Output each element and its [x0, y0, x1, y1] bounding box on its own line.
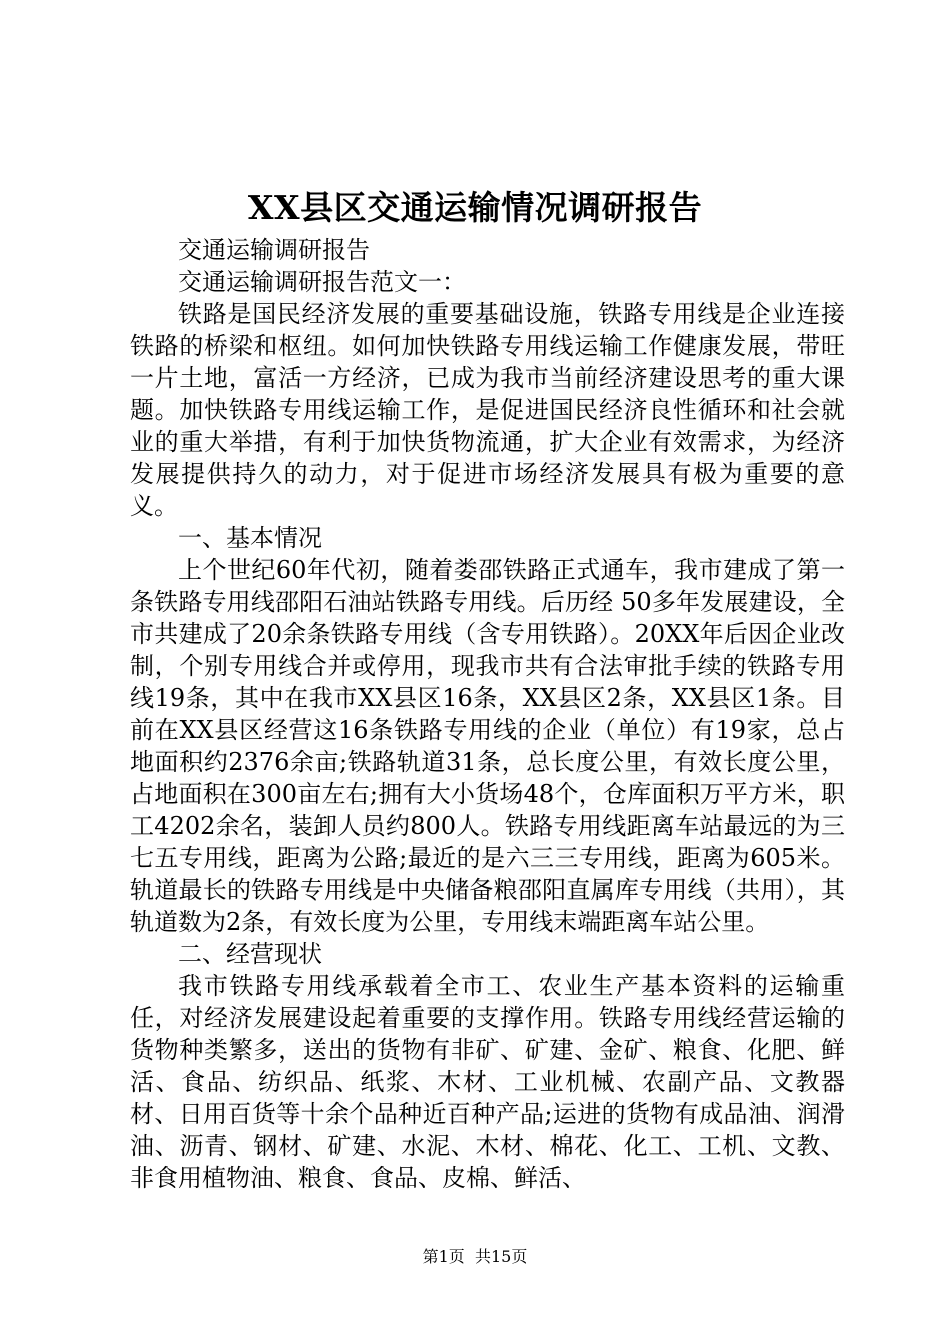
page-number: 第1页: [422, 1247, 465, 1266]
paragraph-operating-status: 我市铁路专用线承载着全市工、农业生产基本资料的运输重任，对经济发展建设起着重要的支撑作用。铁路专用线经营运输的货物种类繁多，送出的货物有非矿、矿建、金矿、粮食、化肥、鲜活、食品、纺织品、纸浆、木材、工业机械、农副产品、文教器材、日用百货等十余个品种近百种产品;运进的货物有成品油、润滑油、沥青、钢材、矿建、水泥、木材、棉花、化工、工机、文教、非食用植物油、粮食、食品、皮棉、鲜活、: [130, 972, 845, 1192]
paragraph-sample-heading: 交通运输调研报告范文一：: [178, 268, 466, 296]
section-heading-basic-situation: 一、基本情况: [178, 524, 322, 552]
document-body: [130, 234, 845, 1194]
page-footer: [0, 1246, 950, 1268]
paragraph-subtitle: 交通运输调研报告: [178, 236, 370, 264]
page-total: 共15页: [474, 1247, 528, 1266]
footer-separator: [465, 1247, 475, 1266]
paragraph-basic-situation: 上个世纪60年代初，随着娄邵铁路正式通车，我市建成了第一条铁路专用线邵阳石油站铁路专用线。后历经 50多年发展建设，全市共建成了20余条铁路专用线（含专用铁路）。20XX年后因企业改制，个别专用线合并或停用，现我市共有合法审批手续的铁路专用线19条，其中在我市XX县区16条，XX县区2条，XX县区1条。目前在XX县区经营这16条铁路专用线的企业（单位）有19家，总占地面积约2376余亩;铁路轨道31条，总长度公里，有效长度公里，占地面积在300亩左右;拥有大小货场48个，仓库面积万平方米，职工4202余名，装卸人员约800人。铁路专用线距离车站最远的为三七五专用线，距离为公路;最近的是六三三专用线，距离为605米。轨道最长的铁路专用线是中央储备粮邵阳直属库专用线（共用），其轨道数为2条，有效长度为公里，专用线末端距离车站公里。: [130, 556, 845, 936]
document-title: XX县区交通运输情况调研报告: [247, 188, 703, 227]
section-heading-operating-status: 二、经营现状: [178, 940, 322, 968]
paragraph-intro: 铁路是国民经济发展的重要基础设施，铁路专用线是企业连接铁路的桥梁和枢纽。如何加快铁路专用线运输工作健康发展，带旺一片土地，富活一方经济，已成为我市当前经济建设思考的重大课题。加快铁路专用线运输工作，是促进国民经济良性循环和社会就业的重大举措，有利于加快货物流通，扩大企业有效需求，为经济发展提供持久的动力，对于促进市场经济发展具有极为重要的意义。: [130, 300, 845, 520]
